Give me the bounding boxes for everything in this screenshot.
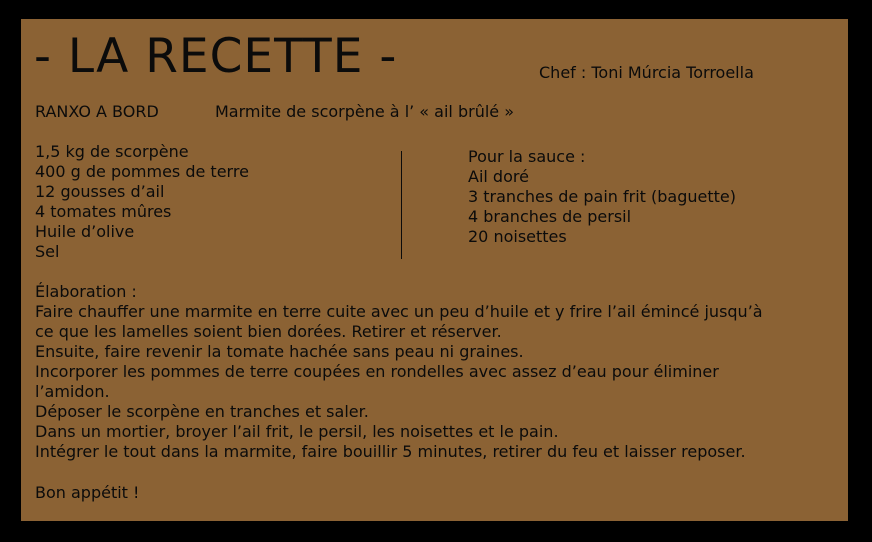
elaboration-line: Ensuite, faire revenir la tomate hachée sans peau ni graines. xyxy=(35,342,524,361)
elaboration-line: Déposer le scorpène en tranches et saler. xyxy=(35,402,369,421)
sauce-item: Ail doré xyxy=(468,167,529,186)
sauce-heading: Pour la sauce : xyxy=(468,147,586,166)
sauce-item: 4 branches de persil xyxy=(468,207,632,226)
elaboration-line: Dans un mortier, broyer l’ail frit, le persil, les noisettes et le pain. xyxy=(35,422,559,441)
sauce-list xyxy=(468,147,736,247)
elaboration-line: l’amidon. xyxy=(35,382,110,401)
chef-name: Chef : Toni Múrcia Torroella xyxy=(539,63,754,82)
sauce-item: 3 tranches de pain frit (baguette) xyxy=(468,187,736,206)
elaboration-line: Faire chauffer une marmite en terre cuite avec un peu d’huile et y frire l’ail émincé jusqu’à xyxy=(35,302,763,321)
elaboration-heading: Élaboration : xyxy=(35,282,137,301)
sauce-item: 20 noisettes xyxy=(468,227,567,246)
closing-text: Bon appétit ! xyxy=(35,483,140,502)
recipe-title: - LA RECETTE - xyxy=(34,29,398,84)
ingredient-item: Sel xyxy=(35,242,60,261)
elaboration-line: ce que les lamelles soient bien dorées. Retirer et réserver. xyxy=(35,322,502,341)
dish-name: Marmite de scorpène à l’ « ail brûlé » xyxy=(215,102,514,121)
recipe-card xyxy=(21,19,848,521)
elaboration-section xyxy=(35,282,840,462)
restaurant-name: RANXO A BORD xyxy=(35,102,159,121)
column-divider xyxy=(401,151,402,259)
elaboration-line: Incorporer les pommes de terre coupées en rondelles avec assez d’eau pour éliminer xyxy=(35,362,719,381)
elaboration-line: Intégrer le tout dans la marmite, faire bouillir 5 minutes, retirer du feu et laisser reposer. xyxy=(35,442,746,461)
ingredient-item: 4 tomates mûres xyxy=(35,202,172,221)
ingredients-list xyxy=(35,142,249,262)
ingredient-item: 1,5 kg de scorpène xyxy=(35,142,189,161)
ingredient-item: 12 gousses d’ail xyxy=(35,182,165,201)
ingredient-item: Huile d’olive xyxy=(35,222,135,241)
ingredient-item: 400 g de pommes de terre xyxy=(35,162,249,181)
